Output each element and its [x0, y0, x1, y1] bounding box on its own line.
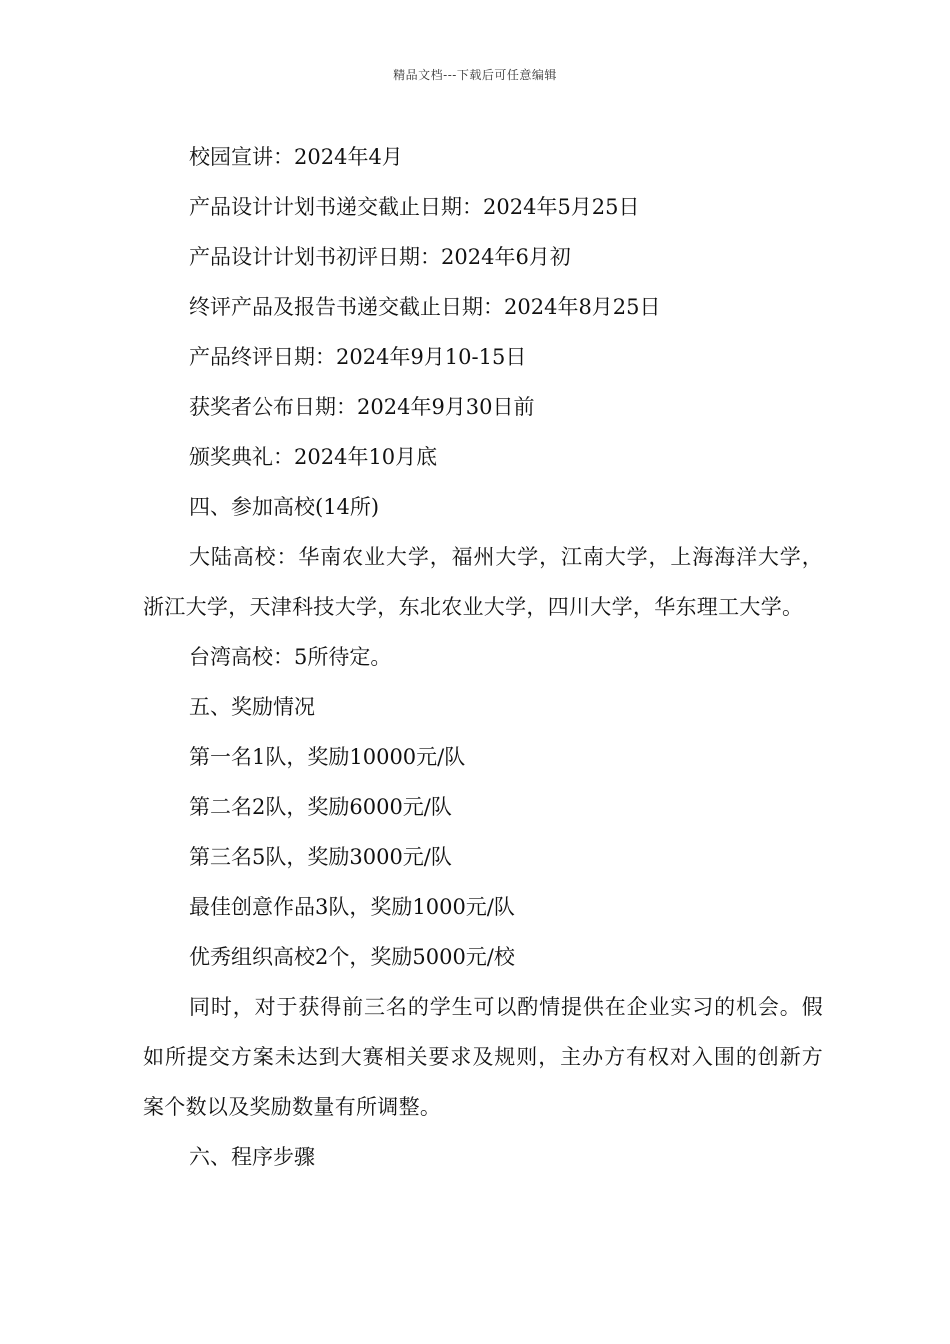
schedule-item: 终评产品及报告书递交截止日期：2024年8月25日 — [189, 295, 661, 319]
taiwan-universities-line: 台湾高校：5所待定。 — [189, 645, 392, 669]
award-item: 第三名5队，奖励3000元/队 — [189, 845, 452, 869]
document-body — [143, 132, 823, 1182]
schedule-item: 获奖者公布日期：2024年9月30日前 — [189, 395, 535, 419]
section-heading-procedure: 六、程序步骤 — [189, 1145, 315, 1169]
award-item: 第二名2队，奖励6000元/队 — [189, 795, 452, 819]
award-item: 最佳创意作品3队，奖励1000元/队 — [189, 895, 515, 919]
schedule-item: 颁奖典礼：2024年10月底 — [189, 445, 438, 469]
schedule-item: 产品终评日期：2024年9月10-15日 — [189, 345, 527, 369]
awards-note-paragraph: 同时，对于获得前三名的学生可以酌情提供在企业实习的机会。假如所提交方案未达到大赛相关要求及规则，主办方有权对入围的创新方案个数以及奖励数量有所调整。 — [143, 995, 823, 1119]
mainland-universities-paragraph: 大陆高校：华南农业大学，福州大学，江南大学，上海海洋大学，浙江大学，天津科技大学，东北农业大学，四川大学，华东理工大学。 — [143, 545, 823, 619]
award-item: 第一名1队，奖励10000元/队 — [189, 745, 466, 769]
section-heading-participating-universities: 四、参加高校(14所) — [189, 495, 380, 519]
award-item: 优秀组织高校2个，奖励5000元/校 — [189, 945, 515, 969]
section-heading-awards: 五、奖励情况 — [189, 695, 315, 719]
schedule-item: 产品设计计划书递交截止日期：2024年5月25日 — [189, 195, 640, 219]
page-header: 精品文档---下载后可任意编辑 — [393, 68, 557, 82]
schedule-item: 产品设计计划书初评日期：2024年6月初 — [189, 245, 571, 269]
schedule-item: 校园宣讲：2024年4月 — [189, 145, 403, 169]
